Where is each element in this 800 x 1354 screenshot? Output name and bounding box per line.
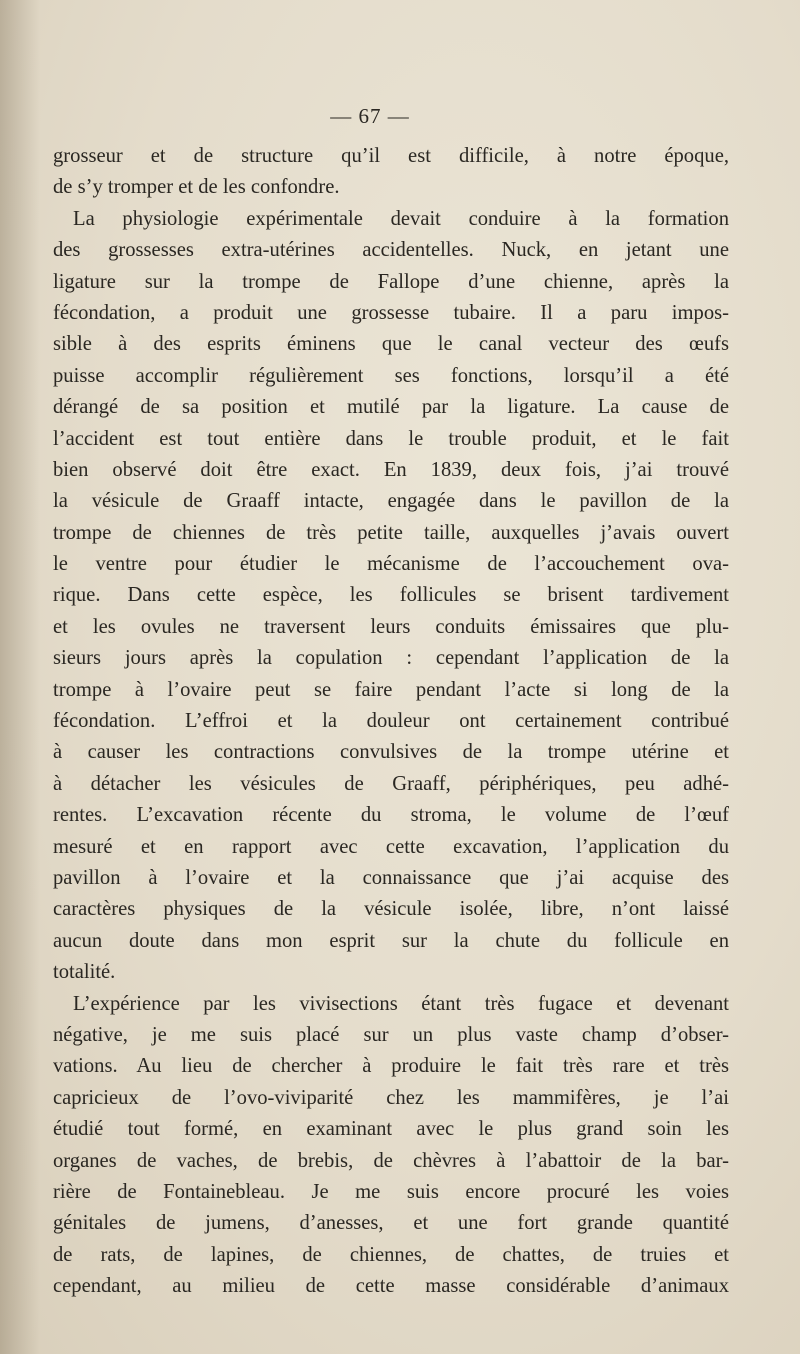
text-line: L’expérience par les vivisections étant très fugace et devenant xyxy=(73,992,729,1015)
text-line: bien observé doit être exact. En 1839, deux fois, j’ai trouvé xyxy=(53,458,729,481)
text-line: La physiologie expérimentale devait conduire à la formation xyxy=(73,207,729,230)
text-line: trompe à l’ovaire peut se faire pendant l’acte si long de la xyxy=(53,678,729,701)
text-line: la vésicule de Graaff intacte, engagée dans le pavillon de la xyxy=(53,490,729,513)
body-text xyxy=(53,141,729,1302)
text-line: sieurs jours après la copulation : cependant l’application de la xyxy=(53,647,729,670)
text-line: rentes. L’excavation récente du stroma, le volume de l’œuf xyxy=(53,804,729,827)
text-line: caractères physiques de la vésicule isolée, libre, n’ont laissé xyxy=(53,898,729,921)
text-line: le ventre pour étudier le mécanisme de l’accouchement ova- xyxy=(53,553,729,576)
text-line: aucun doute dans mon esprit sur la chute du follicule en xyxy=(53,929,729,952)
text-line: génitales de jumens, d’anesses, et une fort grande quantité xyxy=(53,1212,729,1235)
text-line: ligature sur la trompe de Fallope d’une chienne, après la xyxy=(53,270,729,293)
text-line: grosseur et de structure qu’il est difficile, à notre époque, xyxy=(53,145,729,167)
text-line: l’accident est tout entière dans le trouble produit, et le fait xyxy=(53,427,729,450)
text-line: rière de Fontainebleau. Je me suis encore procuré les voies xyxy=(53,1180,729,1203)
page-binding-shadow xyxy=(0,0,40,1354)
text-line: vations. Au lieu de chercher à produire le fait très rare et très xyxy=(53,1055,729,1078)
text-line: cependant, au milieu de cette masse considérable d’animaux xyxy=(53,1275,729,1298)
page-number: — 67 — xyxy=(330,104,410,128)
text-line: à causer les contractions convulsives de la trompe utérine et xyxy=(53,741,729,764)
text-line: et les ovules ne traversent leurs conduits émissaires que plu- xyxy=(53,615,729,638)
text-line: puisse accomplir régulièrement ses fonctions, lorsqu’il a été xyxy=(53,364,729,387)
text-line: organes de vaches, de brebis, de chèvres à l’abattoir de la bar- xyxy=(53,1149,729,1172)
text-line: dérangé de sa position et mutilé par la ligature. La cause de xyxy=(53,396,729,419)
text-line: totalité. xyxy=(53,961,116,984)
text-line: fécondation. L’effroi et la douleur ont certainement contribué xyxy=(53,710,729,733)
text-line: fécondation, a produit une grossesse tubaire. Il a paru impos- xyxy=(53,301,729,324)
text-line: de rats, de lapines, de chiennes, de chattes, de truies et xyxy=(53,1243,729,1266)
text-line: étudié tout formé, en examinant avec le plus grand soin les xyxy=(53,1118,729,1141)
text-line: trompe de chiennes de très petite taille, auxquelles j’avais ouvert xyxy=(53,521,729,544)
text-line: capricieux de l’ovo-viviparité chez les mammifères, je l’ai xyxy=(53,1086,729,1109)
text-line: sible à des esprits éminens que le canal vecteur des œufs xyxy=(53,333,729,356)
text-line: négative, je me suis placé sur un plus vaste champ d’obser- xyxy=(53,1023,729,1046)
text-line: mesuré et en rapport avec cette excavation, l’application du xyxy=(53,835,729,858)
text-line: des grossesses extra-utérines accidentelles. Nuck, en jetant une xyxy=(53,239,729,262)
text-line: pavillon à l’ovaire et la connaissance que j’ai acquise des xyxy=(53,866,729,889)
text-line: à détacher les vésicules de Graaff, périphériques, peu adhé- xyxy=(53,772,729,795)
text-line: rique. Dans cette espèce, les follicules se brisent tardivement xyxy=(53,584,729,607)
text-line: de s’y tromper et de les confondre. xyxy=(53,176,340,199)
